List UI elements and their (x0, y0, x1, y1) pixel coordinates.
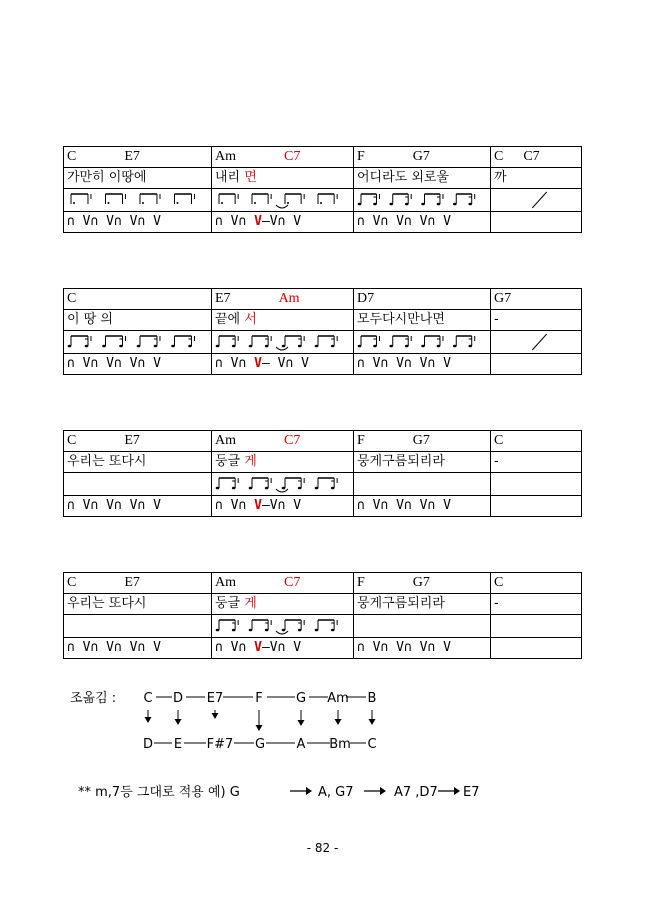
chord-label: E7 (215, 291, 231, 306)
note-head (232, 487, 236, 490)
note-head (405, 203, 409, 206)
rhythm-notation (357, 332, 488, 352)
chord-label: C (67, 575, 77, 590)
rhythm-cell (64, 189, 212, 212)
text-segment: 서 (244, 312, 257, 327)
arrow-head-icon (454, 787, 460, 795)
note-head (298, 487, 302, 490)
note-head (453, 203, 457, 206)
transpose-label: 조옮김 : (70, 691, 117, 706)
text-segment: ∩ V∩ (215, 214, 255, 229)
text-segment: ∩ V∩ V∩ V∩ V (67, 356, 161, 371)
note-head (102, 345, 106, 348)
text-segment: —V∩ V (261, 640, 302, 655)
note-head (331, 345, 335, 348)
repeat-slash (532, 334, 546, 350)
rhythm-notation (67, 190, 209, 210)
text-segment: ∩ V∩ V∩ V∩ V (67, 214, 161, 229)
text-segment: ∩ V∩ (215, 356, 255, 371)
repeat-slash (532, 192, 546, 208)
note-head (85, 345, 89, 348)
text-segment: ∩ V∩ V∩ V∩ V (67, 640, 161, 655)
rhythm-row (64, 331, 582, 354)
text-segment: 어디라도 외로울 (357, 170, 450, 185)
strum-cell (354, 638, 491, 659)
note-head (298, 629, 302, 632)
arrow-head-icon (306, 787, 312, 795)
rhythm-notation (494, 332, 579, 352)
text-segment: —V∩ V (261, 498, 302, 513)
text-segment: 우리는 또다시 (67, 454, 147, 469)
rhythm-cell (212, 189, 354, 212)
chord-label: Am (215, 575, 236, 590)
note-dot (177, 202, 179, 204)
text-segment: 뭉게구름되리라 (357, 454, 445, 469)
lyric-cell (354, 452, 491, 473)
rhythm-cell (64, 615, 212, 638)
chord-label: C (494, 149, 504, 164)
chord-label: C7 (284, 433, 301, 448)
text-segment: - (494, 454, 499, 469)
lyric-cell (64, 168, 212, 189)
arrow-head-icon (380, 787, 386, 795)
rhythm-notation (67, 474, 209, 494)
rhythm-cell (64, 331, 212, 354)
rhythm-cell (354, 473, 491, 496)
page-number: - 82 - (306, 841, 339, 855)
chord-row (64, 431, 582, 452)
arrow-head-icon (298, 720, 305, 726)
arrow-head-icon (175, 719, 182, 725)
transpose-guide (70, 688, 470, 758)
from-chord: B (367, 691, 377, 706)
rhythm-cell (354, 331, 491, 354)
chord-cell (64, 289, 212, 310)
chord-cell (64, 431, 212, 452)
chord-label: E7 (124, 575, 140, 590)
strum-cell (354, 354, 491, 375)
rhythm-notation (215, 190, 351, 210)
note-head (298, 345, 302, 348)
lyric-cell (212, 594, 354, 615)
rhythm-row (64, 189, 582, 212)
strum-cell (212, 212, 354, 233)
note-dot (320, 202, 322, 204)
strum-cell (491, 638, 582, 659)
note-head (171, 345, 175, 348)
note-segment: A, G7 (318, 785, 354, 800)
tie-arc (276, 489, 288, 492)
lyric-cell (212, 452, 354, 473)
arrow-head-icon (335, 719, 342, 725)
rhythm-notation (357, 190, 488, 210)
to-chord: F#7 (206, 737, 234, 752)
text-segment: ∩ V∩ V∩ V∩ V (67, 498, 161, 513)
accent-strum-mark: V (254, 498, 262, 513)
sheet-system-3 (63, 430, 582, 517)
note-head (389, 203, 393, 206)
text-segment: 가만히 이땅에 (67, 170, 147, 185)
lyric-cell (212, 310, 354, 331)
text-segment: 둥글 (215, 596, 245, 611)
chord-label: Am (278, 291, 300, 306)
chord-label: C7 (284, 575, 301, 590)
text-segment: 이 땅 의 (67, 312, 113, 327)
rhythm-row (64, 615, 582, 638)
rhythm-notation (215, 616, 351, 636)
chord-cell (64, 573, 212, 594)
chord-cell (64, 147, 212, 168)
rhythm-notation (67, 332, 209, 352)
to-chord: A (296, 737, 306, 752)
strum-cell (64, 354, 212, 375)
note-head (265, 345, 269, 348)
lyric-cell (491, 168, 582, 189)
chord-label: G7 (412, 149, 430, 164)
tie-arc (276, 347, 288, 350)
chord-label: C (67, 291, 77, 306)
note-dot (287, 202, 289, 204)
note-head (154, 345, 158, 348)
transpose-diagram (70, 688, 470, 758)
lyric-row (64, 594, 582, 615)
note-head (282, 629, 286, 632)
chord-label: F (357, 575, 365, 590)
chord-label: E7 (124, 433, 140, 448)
rhythm-notation (494, 190, 579, 210)
text-segment: ∩ V∩ (215, 498, 255, 513)
chord-label: Am (215, 149, 236, 164)
arrow-head-icon (212, 713, 219, 719)
lyric-cell (491, 310, 582, 331)
sheet-system-1 (63, 146, 582, 233)
chord-label: F (357, 149, 365, 164)
lyric-row (64, 452, 582, 473)
rhythm-cell (491, 189, 582, 212)
note-head (137, 345, 141, 348)
note-head (373, 345, 377, 348)
chord-label: G7 (412, 433, 430, 448)
strum-cell (212, 354, 354, 375)
lyric-cell (491, 594, 582, 615)
chord-label: G7 (494, 291, 512, 306)
rhythm-notation (494, 616, 579, 636)
rhythm-notation (494, 474, 579, 494)
text-segment: — V∩ V (261, 356, 309, 371)
text-segment: —V∩ V (261, 214, 302, 229)
arrow-head-icon (145, 717, 152, 723)
note-head (249, 345, 253, 348)
chord-cell (212, 147, 354, 168)
chord-cell (491, 289, 582, 310)
chord-label: C7 (523, 149, 540, 164)
from-chord: E7 (206, 691, 224, 706)
strum-cell (64, 496, 212, 517)
rhythm-cell (354, 189, 491, 212)
note-head (249, 629, 253, 632)
chord-cell (212, 573, 354, 594)
text-segment: 뭉게구름되리라 (357, 596, 445, 611)
note-head (282, 487, 286, 490)
text-segment: - (494, 596, 499, 611)
lyric-cell (491, 452, 582, 473)
chord-label: Am (215, 433, 236, 448)
note-head (188, 345, 192, 348)
chord-row (64, 573, 582, 594)
strum-cell (354, 496, 491, 517)
chord-cell (491, 573, 582, 594)
note-dot (254, 202, 256, 204)
rhythm-cell (491, 473, 582, 496)
lyric-cell (354, 594, 491, 615)
note-head (358, 203, 362, 206)
note-head (389, 345, 393, 348)
chord-row (64, 289, 582, 310)
lyric-row (64, 310, 582, 331)
chord-cell (354, 289, 491, 310)
note-head (437, 345, 441, 348)
arrow-head-icon (256, 725, 263, 731)
note-head (119, 345, 123, 348)
rhythm-cell (212, 473, 354, 496)
from-chord: F (255, 691, 263, 706)
note-head (315, 629, 319, 632)
rhythm-cell (212, 615, 354, 638)
rhythm-notation (215, 474, 351, 494)
note-dot (142, 202, 144, 204)
text-segment: 둥글 (215, 454, 245, 469)
tie-arc (276, 205, 288, 208)
chord-cell (491, 431, 582, 452)
lyric-cell (64, 594, 212, 615)
accent-strum-mark: V (254, 356, 262, 371)
text-segment: 면 (244, 170, 257, 185)
chord-cell (354, 431, 491, 452)
chord-cell (354, 573, 491, 594)
text-segment: ∩ V∩ (215, 640, 255, 655)
note-dot (108, 202, 110, 204)
chord-label: C (67, 433, 77, 448)
note-head (331, 629, 335, 632)
strum-cell (212, 496, 354, 517)
strum-row (64, 354, 582, 375)
chord-cell (491, 147, 582, 168)
strum-cell (64, 212, 212, 233)
note-head (405, 345, 409, 348)
note-head (265, 629, 269, 632)
note-head (421, 203, 425, 206)
arrow-head-icon (369, 719, 376, 725)
note-segment: ** m,7등 그대로 적용 예) G (78, 785, 240, 800)
to-chord: C (367, 737, 377, 752)
lyric-cell (354, 310, 491, 331)
note-segment: E7 (463, 785, 480, 800)
text-segment: 모두다시만나면 (357, 312, 445, 327)
sheet-system-2 (63, 288, 582, 375)
rhythm-notation (357, 616, 488, 636)
rhythm-cell (64, 473, 212, 496)
chord-cell (212, 289, 354, 310)
note-head (216, 345, 220, 348)
strum-row (64, 496, 582, 517)
text-segment: - (494, 312, 499, 327)
strum-row (64, 638, 582, 659)
note-head (216, 629, 220, 632)
rhythm-notation (215, 332, 351, 352)
text-segment: ∩ V∩ V∩ V∩ V (357, 356, 451, 371)
sheet-system-4 (63, 572, 582, 659)
rhythm-notation (357, 474, 488, 494)
note-head (373, 203, 377, 206)
to-chord: E (173, 737, 183, 752)
text-segment: ∩ V∩ V∩ V∩ V (357, 498, 451, 513)
note-head (249, 487, 253, 490)
note-head (315, 345, 319, 348)
strum-row (64, 212, 582, 233)
note-dot (221, 202, 223, 204)
rhythm-row (64, 473, 582, 496)
note-head (265, 487, 269, 490)
chord-label: G7 (412, 575, 430, 590)
note-head (282, 345, 286, 348)
chord-cell (354, 147, 491, 168)
chord-row (64, 147, 582, 168)
lyric-cell (354, 168, 491, 189)
text-segment: 게 (244, 454, 257, 469)
to-chord: D (142, 737, 154, 752)
note-head (453, 345, 457, 348)
text-segment: 내리 (215, 170, 245, 185)
chord-label: E7 (124, 149, 140, 164)
strum-cell (354, 212, 491, 233)
strum-cell (491, 212, 582, 233)
note-dot (73, 202, 75, 204)
lyric-cell (64, 310, 212, 331)
note-head (331, 487, 335, 490)
transpose-note-line (78, 783, 498, 801)
strum-cell (491, 496, 582, 517)
chord-label: C (494, 575, 504, 590)
note-head (468, 345, 472, 348)
lyric-row (64, 168, 582, 189)
from-chord: Am (327, 691, 349, 706)
note-head (232, 629, 236, 632)
rhythm-cell (491, 615, 582, 638)
note-head (358, 345, 362, 348)
from-chord: G (295, 691, 307, 706)
note-head (437, 203, 441, 206)
note-head (216, 487, 220, 490)
transpose-note (78, 783, 498, 805)
note-head (421, 345, 425, 348)
text-segment: 우리는 또다시 (67, 596, 147, 611)
chord-label: C (67, 149, 77, 164)
text-segment: 까 (494, 170, 507, 185)
chord-label: C (494, 433, 504, 448)
chord-label: C7 (284, 149, 301, 164)
from-chord: D (172, 691, 184, 706)
rhythm-cell (212, 331, 354, 354)
note-head (68, 345, 72, 348)
note-head (232, 345, 236, 348)
strum-cell (212, 638, 354, 659)
text-segment: ∩ V∩ V∩ V∩ V (357, 214, 451, 229)
note-head (468, 203, 472, 206)
chord-label: F (357, 433, 365, 448)
chord-label: D7 (357, 291, 375, 306)
chord-cell (212, 431, 354, 452)
text-segment: ∩ V∩ V∩ V∩ V (357, 640, 451, 655)
strum-cell (491, 354, 582, 375)
accent-strum-mark: V (254, 214, 262, 229)
lyric-cell (64, 452, 212, 473)
note-head (315, 487, 319, 490)
from-chord: C (143, 691, 153, 706)
to-chord: G (254, 737, 266, 752)
rhythm-cell (491, 331, 582, 354)
accent-strum-mark: V (254, 640, 262, 655)
rhythm-cell (354, 615, 491, 638)
text-segment: 끝에 (215, 312, 245, 327)
strum-cell (64, 638, 212, 659)
rhythm-notation (67, 616, 209, 636)
tie-arc (276, 631, 288, 634)
lyric-cell (212, 168, 354, 189)
text-segment: 게 (244, 596, 257, 611)
to-chord: Bm (329, 737, 351, 752)
note-segment: A7 ,D7 (394, 785, 438, 800)
